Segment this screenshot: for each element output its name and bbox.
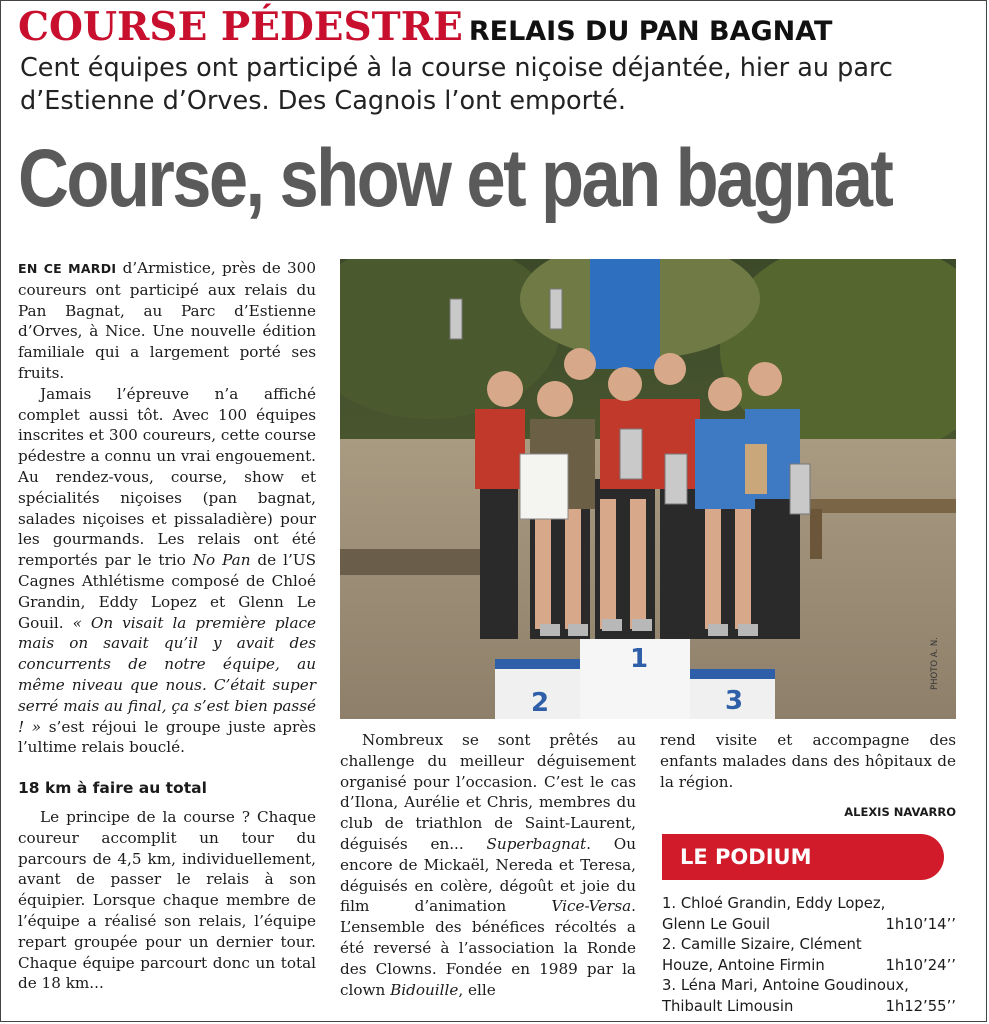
column-3	[660, 730, 956, 823]
result-time: 1h10’14’’	[885, 915, 956, 933]
clown-name: Bidouille	[390, 980, 459, 999]
c2-text-a: Nombreux se sont prêtés au challenge du meilleur déguisement organisé pour l’occasion. C’est le cas d’Ilona, Aurélie et Chris, membres du club de triathlon de Saint-Laurent, déguisés en...	[340, 731, 636, 853]
result-row	[662, 915, 956, 936]
step-label-2: 2	[531, 688, 550, 718]
paragraph-3: Le principe de la course ? Chaque coureur accomplit un tour du parcours de 4,5 km, individuellement, avant de passer le relais à son équipier. Lorsque chaque membre de l’équipe a réalisé son relais, l’équipe repart groupée pour un dernier tour. Chaque équipe parcourt donc un total de 18 km...	[18, 807, 316, 993]
rubric-label: COURSE PÉDESTRE	[18, 4, 463, 50]
result-row	[662, 997, 956, 1018]
result-line: 2. Camille Sizaire, Clément	[662, 936, 862, 953]
step-label-1: 1	[630, 644, 649, 674]
result-time: 1h12’55’’	[885, 997, 956, 1015]
p2-text-a: Jamais l’épreuve n’a affiché complet aussi tôt. Avec 100 équipes inscrites et 300 coureurs, cette course pédestre a connu un vrai engouement. Au rendez-vous, course, show et spécialités niçoises (pan bagnat, salades niçoises et pissaladière) pour les gourmands. Les relais ont été remportés par le trio	[18, 384, 316, 570]
film-title: Vice-Versa	[551, 897, 632, 916]
result-row	[662, 956, 956, 977]
byline: ALEXIS NAVARRO	[844, 805, 956, 820]
result-names: Thibault Limousin	[662, 997, 794, 1015]
winners-quote: « On visait la première place mais on savait qu’il y avait des concurrents de notre équipe, au même niveau que nous. C’était super serré mais au final, ça s’est bien passé ! »	[18, 613, 316, 736]
result-names: Glenn Le Gouil	[662, 915, 771, 933]
c2-text-d: , elle	[458, 980, 496, 999]
podium-results	[662, 894, 956, 1017]
costume-name: Superbagnat	[486, 834, 587, 853]
standfirst: Cent équipes ont participé à la course niçoise déjantée, hier au parc d’Estienne d’Orves. Des Cagnois l’ont emporté.	[20, 53, 893, 116]
intro-text: d’Armistice, près de 300 coureurs ont participé aux relais du Pan Bagnat, au Parc d’Estienne d’Orves, à Nice. Une nouvelle édition familiale qui a largement porté ses fruits.	[18, 259, 316, 382]
step-label-3: 3	[725, 686, 744, 716]
paragraph-intro	[18, 258, 316, 384]
p2-text-c: s’est réjoui le groupe juste après l’ultime relais bouclé.	[18, 717, 316, 757]
podium-photo	[340, 259, 956, 719]
result-line: 3. Léna Mari, Antoine Goudinoux,	[662, 977, 909, 994]
team-name: No Pan	[192, 551, 251, 570]
event-label: RELAIS DU PAN BAGNAT	[468, 16, 833, 47]
podium-box-title: LE PODIUM	[662, 834, 944, 880]
headline: Course, show et pan bagnat	[18, 133, 892, 224]
photo-credit: PHOTO A. N.	[930, 637, 940, 690]
column-2	[340, 730, 636, 1000]
intertitle: 18 km à faire au total	[18, 779, 207, 798]
result-time: 1h10’24’’	[885, 956, 956, 974]
paragraph-2	[18, 384, 316, 758]
photo-illustration	[340, 259, 956, 719]
p2-text-b: de l’US Cagnes Athlétisme composé de Chloé Grandin, Eddy Lopez et Glenn Le Gouil.	[18, 551, 316, 632]
paragraph-costumes	[340, 730, 636, 1000]
result-names: Houze, Antoine Firmin	[662, 956, 825, 974]
c2-text-c: . L’ensemble des bénéfices récoltés a été reversé à l’association la Ronde des Clowns. Fondée en 1989 par la clown	[340, 897, 636, 999]
column-1	[18, 258, 316, 994]
paragraph-end: rend visite et accompagne des enfants malades dans des hôpitaux de la région.	[660, 731, 956, 791]
c2-text-b: . Ou encore de Mickaël, Nereda et Teresa, déguisés en colère, dégoût et joie du film d’animation	[340, 834, 636, 916]
lead-in: EN CE MARDI	[18, 261, 117, 276]
result-line: 1. Chloé Grandin, Eddy Lopez,	[662, 895, 886, 912]
kicker	[18, 4, 832, 50]
